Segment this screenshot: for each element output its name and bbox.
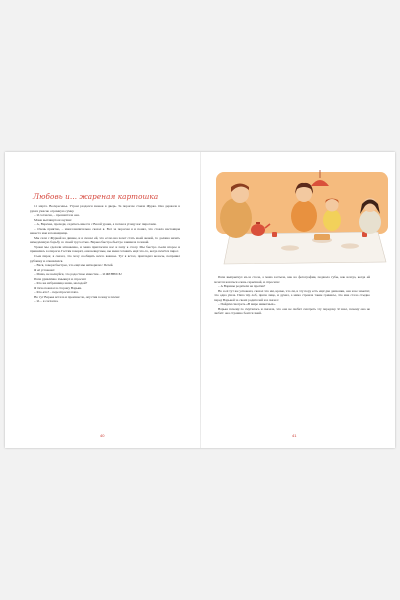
paragraph: 11 марта. Воскресенье. Утром раздался звонок в дверь. За порогом стояла Журка. Она держала в руках ужасно огромную сумку.: [30, 204, 180, 213]
boy-body: [323, 209, 341, 231]
cup-icon: [272, 232, 277, 237]
paragraph: – Вася, говори быстрее, что ещё мы натворили с Петей.: [34, 263, 114, 268]
paragraph: – Я согласна, – прошептала она.: [34, 213, 80, 218]
family-at-table-illustration: [210, 170, 395, 270]
page-number-left: 40: [100, 433, 105, 438]
paragraph: – А, Варечка, проходи, садитесь вместе с Васей уроки, а потом я угощу вас пирогами.: [34, 222, 157, 227]
paragraph: Съев пирог, я сказал, что хочу сообщить нечто важное. Тут я встал, пригладил волосы, поправил рубашку и откашлялся.: [30, 254, 180, 263]
chapter-title: Любовь и… жареная картошка: [33, 192, 159, 201]
mother-body: [291, 200, 317, 232]
paragraph: Уроки мы сделали мгновенно, и мама пригласила нас и папу к столу. Мы быстро съели второе и принялись за пироги. Гостям говорят, они невкусные, вы меня готовить ещё что-то, когда печётся пирог.: [30, 244, 180, 254]
right-page: [200, 152, 395, 448]
paragraph: Я её успокоил:: [34, 267, 56, 272]
paragraph: – Кто же избранница наша, молодой?: [34, 281, 88, 286]
paragraph: – Пойдём смотреть «В мире животных».: [218, 302, 276, 307]
paragraph: Но тут Варька встала и произнесла, опустив голову в плечи:: [34, 294, 120, 299]
pie-icon: [314, 234, 330, 240]
girl-body: [359, 210, 381, 234]
paragraph: Мы сели с Журкой на диване, и я сказал ей, что если она хочет стать моей женой, то должна начать немедленную борьбу со своей трусостью. Варька быстро-быстро закивала головой.: [30, 235, 180, 245]
paragraph: – Кто-кто? – переспросил папа.: [34, 290, 79, 295]
plate-icon: [341, 243, 359, 248]
paragraph: – Очень приятно, – многозначительно сказал я. Вот за порогом я и понял, что стояла настоящая невеста моя и помощница.: [30, 226, 180, 236]
paragraph: – Я… я согласна.: [34, 299, 59, 304]
father-body: [220, 198, 252, 238]
teapot-icon: [251, 224, 265, 236]
paragraph: Варька почему-то смутилась и сказала, что она не любит смотреть эту передачу. Я знал, почему она не любит: она страшно боится змей.: [214, 306, 370, 316]
paragraph: Папа выпрыгнул из-за стола, а мама застыла, как на фотографии, поджала губы, как всегда, когда ей хочется казаться очень серьёзной, и спросила:: [214, 275, 370, 284]
table-cloth: [224, 232, 386, 264]
paragraph: – Мама, не волнуйся, это радостное известие… Я ЖЕНЮСЬ!: [34, 272, 122, 277]
paragraph: Мама выглянула из кухни:: [34, 217, 72, 222]
paragraph: Я тихо показал в сторону Варьки.: [34, 285, 83, 290]
paragraph: Папа удивлённо хмыкнул и спросил:: [34, 276, 87, 281]
plate-icon: [281, 245, 299, 250]
left-page: [5, 152, 200, 448]
teapot-lid: [256, 222, 260, 224]
paragraph: – А Варины родители не против?: [218, 284, 266, 289]
left-page-text: [30, 204, 180, 304]
paragraph: Но я её тут же успокоил, сказал что им, кроме, что ли, в эту пору есть ещё две девчонки, она и не заметят, что одна ушла. Папа тёр лоб, пряча лицо, и думал, а мама строила такие гримасы, что мне стало стыдно перед Варькой за своих родителей и я сказал:: [214, 288, 370, 302]
book-spread: [5, 152, 395, 448]
page-number-right: 41: [292, 433, 297, 438]
mother-head: [296, 186, 312, 202]
right-page-text: [214, 275, 370, 316]
